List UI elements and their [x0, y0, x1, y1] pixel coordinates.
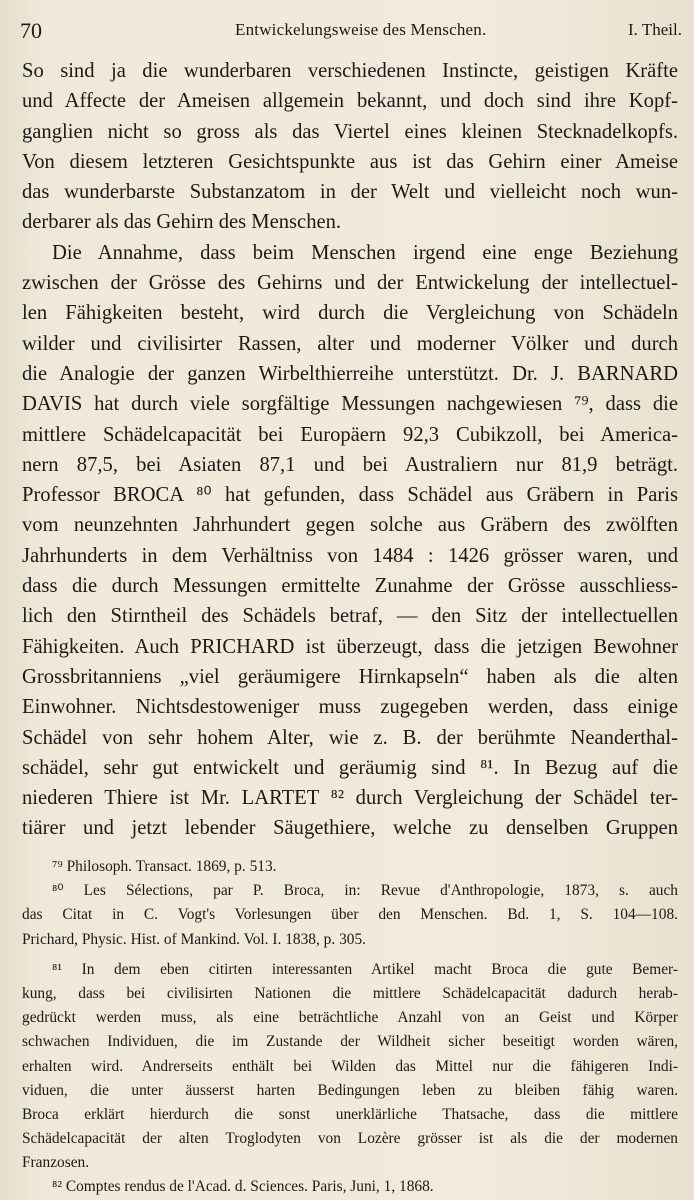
text-line: Jahrhunderts in dem Verhältniss von 1484 : 1426 grösser waren, und	[22, 544, 678, 567]
text-line: Grossbritanniens „viel geräumigere Hirnkapseln“ haben als die alten	[22, 665, 678, 688]
text-line: mittlere Schädelcapacität bei Europäern 92,3 Cubikzoll, bei America-	[22, 423, 678, 446]
footnote-line: erhalten wird. Andrerseits enthält bei Wilden das Mittel nur die fähigeren Indi-	[22, 1057, 678, 1075]
text-line: lich den Stirntheil des Schädels betraf, — den Sitz der intellectuellen	[22, 605, 678, 628]
text-line: ganglien nicht so gross als das Viertel eines kleinen Stecknadelkopfs.	[22, 120, 678, 143]
text-line: tiärer und jetzt lebender Säugethiere, welche zu denselben Gruppen	[22, 817, 678, 840]
text-line: dass die durch Messungen ermittelte Zunahme der Grösse ausschliess-	[22, 575, 678, 598]
text-line: und Affecte der Ameisen allgemein bekannt, und doch sind ihre Kopf-	[22, 90, 678, 113]
text-line: DAVIS hat durch viele sorgfältige Messungen nachgewiesen ⁷⁹, dass die	[22, 393, 678, 416]
footnote-80: ⁸⁰ Les Sélections, par P. Broca, in: Revue d'Anthropologie, 1873, s. auch	[52, 882, 678, 900]
text-line: niederen Thiere ist Mr. LARTET ⁸² durch Vergleichung der Schädel ter-	[22, 787, 678, 810]
footnote-line: gedrückt werden muss, als eine beträchtliche Anzahl von an Geist und Körper	[22, 1009, 678, 1027]
text-line: len Fähigkeiten besteht, wird durch die Vergleichung von Schädeln	[22, 302, 678, 325]
text-line: wilder und civilisirter Rassen, alter und moderner Völker und durch	[22, 332, 678, 355]
text-line: vom neunzehnten Jahrhundert gegen solche aus Gräbern des zwölften	[22, 514, 678, 537]
footnote-line: Schädelcapacität der alten Troglodyten von Lozère grösser ist als die der modernen	[22, 1130, 678, 1148]
footnote-line: Prichard, Physic. Hist. of Mankind. Vol. I. 1838, p. 305.	[22, 930, 367, 948]
main-text	[22, 56, 678, 844]
running-header	[20, 16, 682, 46]
footnote-81: ⁸¹ In dem eben citirten interessanten Artikel macht Broca die gute Bemer-	[52, 960, 678, 978]
text-line: zwischen der Grösse des Gehirns und der Entwickelung der intellectuel-	[22, 272, 678, 295]
footnotes	[22, 855, 678, 1200]
footnote-line: schwachen Individuen, die im Zustande der Wildheit sicher beseitigt worden wären,	[22, 1033, 678, 1051]
text-line: nern 87,5, bei Asiaten 87,1 und bei Australiern nur 81,9 beträgt.	[22, 453, 678, 476]
part-label: I. Theil.	[628, 20, 682, 39]
text-line: Einwohner. Nichtsdestoweniger muss zugegeben werden, dass einige	[22, 696, 678, 719]
running-title: Entwickelungsweise des Menschen.	[235, 20, 487, 39]
text-line: Von diesem letzteren Gesichtspunkte aus ist das Gehirn einer Ameise	[22, 150, 678, 173]
footnote-line: kung, dass bei civilisirten Nationen die mittlere Schädelcapacität dadurch herab-	[22, 984, 678, 1002]
text-line: Professor BROCA ⁸⁰ hat gefunden, dass Schädel aus Gräbern in Paris	[22, 484, 678, 507]
text-line: Schädel von sehr hohem Alter, wie z. B. der berühmte Neanderthal-	[22, 726, 678, 749]
text-line: das wunderbarste Substanzatom in der Welt und vielleicht noch wun-	[22, 181, 678, 204]
footnote-82: ⁸² Comptes rendus de l'Acad. d. Sciences. Paris, Juni, 1, 1868.	[52, 1178, 434, 1196]
footnote-line: Franzosen.	[22, 1154, 90, 1172]
text-line: Die Annahme, dass beim Menschen irgend eine enge Beziehung	[52, 241, 678, 264]
text-line: schädel, sehr gut entwickelt und geräumig sind ⁸¹. In Bezug auf die	[22, 756, 678, 779]
page-number: 70	[20, 18, 42, 43]
footnote-line: Broca erklärt hierdurch die sonst unerklärliche Thatsache, dass die mittlere	[22, 1105, 678, 1123]
text-line: So sind ja die wunderbaren verschiedenen Instincte, geistigen Kräfte	[22, 60, 678, 82]
text-line: derbarer als das Gehirn des Menschen.	[22, 211, 342, 234]
footnote-line: das Citat in C. Vogt's Vorlesungen über den Menschen. Bd. 1, S. 104—108.	[22, 906, 678, 924]
text-line: Fähigkeiten. Auch PRICHARD ist überzeugt, dass die jetzigen Bewohner	[22, 635, 678, 658]
text-line: die Analogie der ganzen Wirbelthierreihe unterstützt. Dr. J. BARNARD	[22, 362, 678, 385]
footnote-line: viduen, die unter äusserst harten Bedingungen leben zu bleiben fähig waren.	[22, 1081, 678, 1099]
footnote-79: ⁷⁹ Philosoph. Transact. 1869, p. 513.	[52, 858, 277, 875]
